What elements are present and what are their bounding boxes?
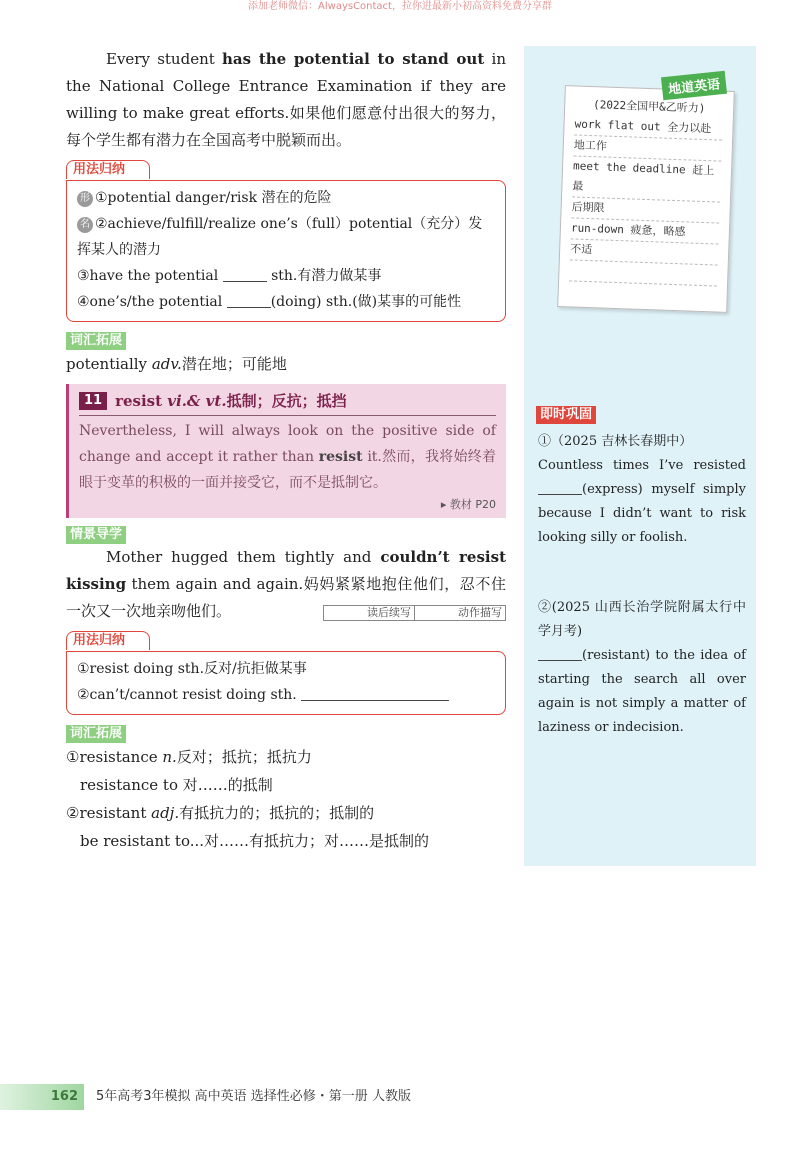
usage-item [77,682,495,708]
word-title-pos: vi.& vt. [167,392,227,410]
fill-blank[interactable] [538,646,582,661]
usage-item [77,263,495,289]
ext-section-2 [66,723,506,855]
ext-word: ②resistant [66,804,152,822]
usage-item-text: (doing) sth.(做)某事的可能性 [270,294,462,310]
note-line [569,260,718,286]
question-text-part: (resistant) [582,648,651,663]
example-text: Nevertheless, I will always look on the positive side of change and accept it rather than [79,423,496,465]
question-text-part: to the idea of starting the search all over again is not simply a matter of laziness or indecision. [538,648,746,735]
fill-blank[interactable] [301,686,449,701]
word-example [79,418,496,496]
scene-title: 情景导学 [66,526,126,544]
adj-badge-icon: 形 [77,191,93,207]
page-footer [0,1084,800,1110]
note-card [557,85,735,313]
ext-line [66,350,506,378]
usage-title: 用法归纳 [66,631,150,650]
ext-meaning: 反对；抵抗；抵抗力 [176,748,312,766]
note-title: 地道英语 [661,71,727,101]
practice-title: 即时巩固 [536,406,596,424]
usage-item-text: ④one’s/the potential [77,294,223,310]
ext-line: be resistant to...对……有抵抗力；对……是抵制的 [80,832,430,850]
usage-item-text: ①potential danger/risk 潜在的危险 [95,190,332,206]
word-title-cn: 抵制；反抗；抵挡 [226,392,347,410]
example-bold: resist [318,449,363,465]
ext-pos: n. [162,748,177,766]
ext-title: 词汇拓展 [66,332,126,350]
ext-line [66,743,506,771]
ext-title: 词汇拓展 [66,725,126,743]
fill-blank[interactable] [223,267,267,282]
usage-item [77,185,495,211]
note-line: (2022全国甲&乙听力) [592,98,706,116]
word-title [115,390,346,411]
label-action-description: 动作描写 [415,605,506,621]
ext-pos: adj. [151,804,180,822]
note-line: 不适 [570,239,719,265]
footer-book-title: 5年高考3年模拟 高中英语 选择性必修・第一册 人教版 [96,1089,411,1104]
usage-item-text: sth.有潜力做某事 [271,268,382,284]
note-line: 地工作 [573,135,722,161]
practice-question-2 [538,596,746,740]
usage-item [77,289,495,315]
scene-paragraph [66,544,506,625]
intro-paragraph [66,46,506,154]
page-number: 162 [0,1084,84,1110]
usage-item-text: ②can’t/cannot resist doing sth. [77,687,297,703]
label-continuation-writing: 读后续写 [323,605,415,621]
watermark-text: 添加老师微信：AlwaysContact，拉你进最新小初高资料免费分享群 [248,1,552,12]
ext-word: potentially [66,355,152,373]
question-text-part: Countless times I’ve resisted [538,458,746,473]
usage-item [77,656,495,682]
intro-text-start: Every student [106,50,223,68]
sidebar [524,46,756,866]
example-text: it. [362,449,382,465]
scene-labels [279,598,506,625]
intro-translation: 如果他们愿意付出很大的努力，每个学生都有潜力在全国高考中脱颖而出。 [66,104,506,149]
word-head [79,390,496,416]
question-head: ②(2025 山西长治学院附属太行中学月考) [538,600,746,639]
usage-box-potential [66,180,506,322]
ext-meaning: 潜在地；可能地 [181,355,287,373]
word-box-resist [66,384,506,518]
ext-line: resistance to 对……的抵制 [80,776,273,794]
ext-section-1 [66,330,506,378]
ext-word: ①resistance [66,748,163,766]
question-text [538,454,746,550]
ext-line [66,799,506,827]
usage-title-wrap [66,631,506,651]
note-line: work flat out 全力以赴 [574,114,723,140]
note-line: 后期限 [571,197,720,223]
usage-title: 用法归纳 [66,160,150,179]
scene-translation: 妈妈紧紧地抱住他们，忍不住一次又一次地亲吻他们。 [66,575,506,620]
intro-text-bold: has the potential to stand out [222,50,485,68]
ext-pos: adv. [151,355,182,373]
scene-text: them again and again. [126,575,304,593]
main-column [66,46,506,855]
usage-title-wrap [66,160,506,180]
question-text [538,644,746,740]
usage-box-resist [66,651,506,715]
word-number: 11 [79,392,107,410]
usage-item [77,211,495,263]
usage-item-text: ③have the potential [77,268,219,284]
scene-section [66,524,506,625]
word-title-word: resist [115,392,168,410]
fill-blank[interactable] [227,293,271,308]
ext-meaning: 有抵抗力的；抵抗的；抵制的 [179,804,375,822]
question-text-part: (express) myself simply because I didn’t want to risk looking silly or foolish. [538,482,746,545]
question-head: ①（2025 吉林长春期中） [538,434,693,449]
scene-text: Mother hugged them tightly and [106,548,381,566]
fill-blank[interactable] [538,480,582,495]
noun-badge-icon: 名 [77,217,93,233]
practice-question-1 [538,430,746,550]
textbook-ref: ▸ 教材 P20 [440,498,496,511]
intro-text-end: in the National College Entrance Examination if they are willing to make great efforts. [66,50,506,122]
scene-bold: couldn’t resist kissing [66,548,506,593]
note-line: run-down 疲惫，略感 [571,218,720,244]
example-translation: 然而，我将始终着眼于变革的积极的一面并接受它，而不是抵制它。 [79,449,497,491]
note-line: meet the deadline 赶上最 [572,156,721,202]
usage-item-text: ②achieve/fulfill/realize one’s（full）potential（充分）发挥某人的潜力 [77,216,483,258]
usage-item-text: ①resist doing sth.反对/抗拒做某事 [77,661,307,677]
